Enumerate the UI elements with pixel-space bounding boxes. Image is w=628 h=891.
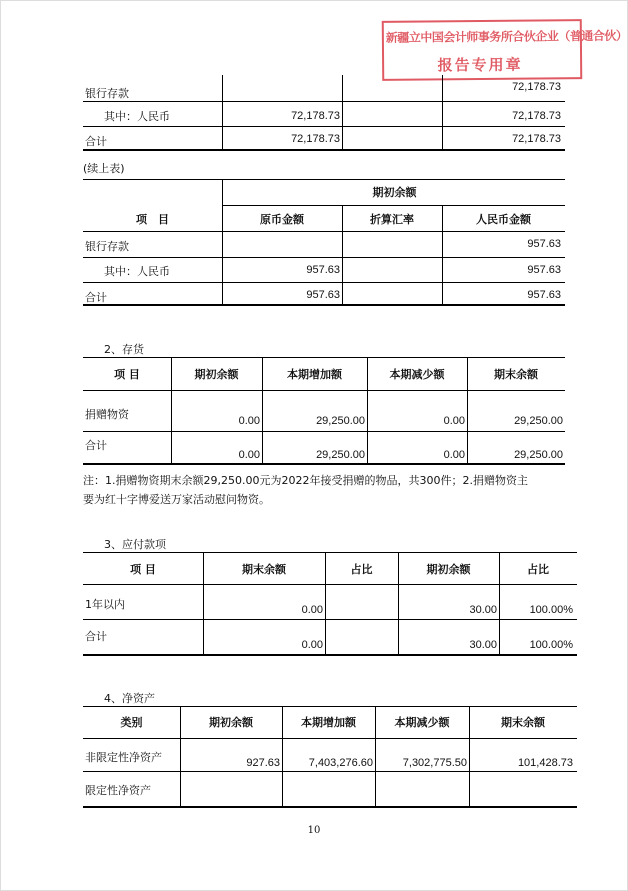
stamp-line1: 新疆立中国会计师事务所合伙企业（普通合伙） xyxy=(385,28,628,45)
page-number: 10 xyxy=(307,825,321,836)
column-header: 占比 xyxy=(350,563,373,576)
cell-value: 100.00% xyxy=(529,604,573,616)
row-label: 其中：人民币 xyxy=(104,265,170,278)
column-header: 占比 xyxy=(527,563,549,576)
column-header: 期末余额 xyxy=(494,368,538,381)
row-label: 合计 xyxy=(85,439,107,452)
cell-value: 30.00 xyxy=(469,604,497,616)
rmb-value: 957.63 xyxy=(527,238,561,250)
cell-value: 0.00 xyxy=(443,415,465,427)
column-header: 本期减少额 xyxy=(389,368,445,381)
row-label: 捐赠物资 xyxy=(85,408,129,421)
seal-stamp xyxy=(382,19,628,81)
cell-value: 0.00 xyxy=(301,639,323,651)
row-label: 银行存款 xyxy=(85,240,129,253)
stamp-line2: 报告专用章 xyxy=(437,55,523,75)
section-title-inventory: 2、存货 xyxy=(104,343,144,356)
row-label: 非限定性净资产 xyxy=(85,751,162,764)
column-header-item: 项 目 xyxy=(136,213,169,226)
table-caption: (续上表) xyxy=(83,162,125,175)
inventory-note-line1: 注：1.捐赠物资期末余额29,250.00元为2022年接受捐赠的物品，共300件；2.捐赠物资主 xyxy=(83,474,528,487)
column-header: 本期减少额 xyxy=(394,716,450,729)
column-header: 本期增加额 xyxy=(287,368,342,381)
row-label: 其中：人民币 xyxy=(104,110,170,123)
column-header: 期末余额 xyxy=(501,716,545,729)
original-value: 72,178.73 xyxy=(291,110,340,122)
original-value: 957.63 xyxy=(306,264,340,276)
cell-value: 29,250.00 xyxy=(316,449,365,461)
row-label: 1年以内 xyxy=(85,598,125,611)
cell-value: 0.00 xyxy=(238,449,260,461)
cell-value: 7,302,775.50 xyxy=(402,757,467,769)
column-header: 本期增加额 xyxy=(301,716,356,729)
row-label: 合计 xyxy=(85,291,107,304)
rmb-value: 72,178.73 xyxy=(512,110,561,122)
column-header: 类别 xyxy=(120,716,143,729)
column-header: 期初余额 xyxy=(426,563,471,576)
rmb-value: 957.63 xyxy=(527,264,561,276)
row-label: 银行存款 xyxy=(85,87,129,100)
row-label: 合计 xyxy=(85,135,107,148)
cell-value: 101,428.73 xyxy=(517,757,573,769)
cell-value: 29,250.00 xyxy=(514,415,563,427)
column-header-rate: 折算汇率 xyxy=(370,213,414,226)
cell-value: 30.00 xyxy=(469,639,497,651)
column-header: 期初余额 xyxy=(209,716,253,729)
cell-value: 0.00 xyxy=(443,449,465,461)
column-header-rmb: 人民币金额 xyxy=(476,213,531,226)
inventory-note-line2: 要为红十字博爱送万家活动慰问物资。 xyxy=(83,493,270,506)
column-header: 期末余额 xyxy=(242,563,286,576)
rmb-value: 72,178.73 xyxy=(512,133,561,145)
row-label: 合计 xyxy=(85,630,107,643)
cell-value: 29,250.00 xyxy=(316,415,365,427)
cell-value: 100.00% xyxy=(529,639,573,651)
section-title-payables: 3、应付款项 xyxy=(104,538,166,551)
row-label: 限定性净资产 xyxy=(85,784,151,797)
cell-value: 927.63 xyxy=(246,757,280,769)
cell-value: 7,403,276.60 xyxy=(308,757,373,769)
cell-value: 0.00 xyxy=(238,415,260,427)
group-header: 期初余额 xyxy=(372,186,417,199)
original-value: 72,178.73 xyxy=(291,133,340,145)
cell-value: 29,250.00 xyxy=(514,449,563,461)
rmb-value: 72,178.73 xyxy=(512,81,561,93)
column-header: 期初余额 xyxy=(194,368,239,381)
original-value: 957.63 xyxy=(306,289,340,301)
column-header: 项 目 xyxy=(130,563,156,576)
section-title-net-assets: 4、净资产 xyxy=(104,692,155,705)
rmb-value: 957.63 xyxy=(527,289,561,301)
column-header-original: 原币金额 xyxy=(260,213,304,226)
cell-value: 0.00 xyxy=(301,604,323,616)
column-header: 项 目 xyxy=(114,368,140,381)
